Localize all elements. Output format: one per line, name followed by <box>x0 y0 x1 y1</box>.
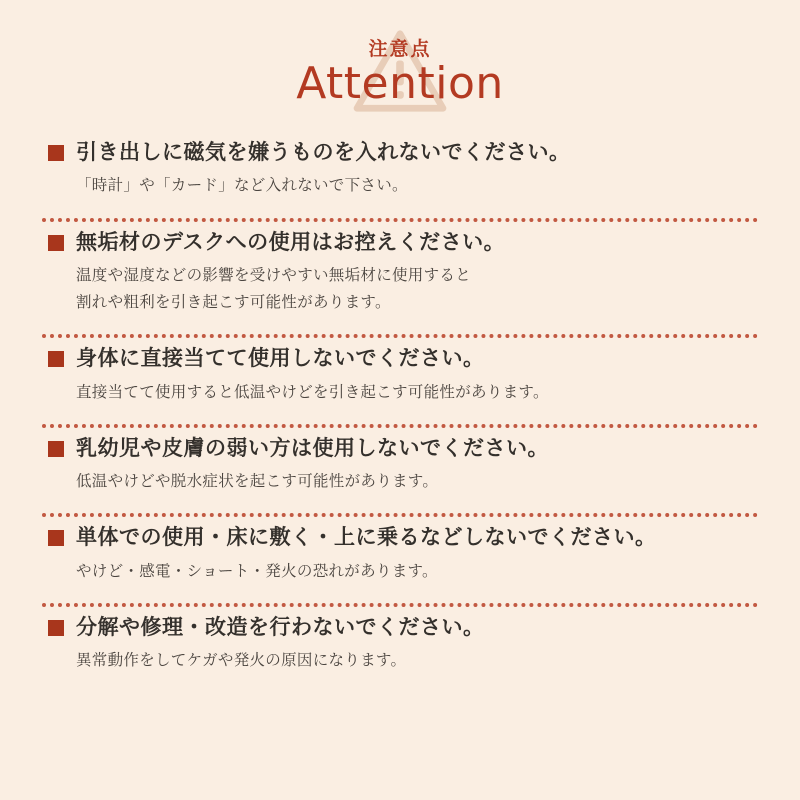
list-item-heading <box>40 138 760 168</box>
list-item-title: 単体での使用・床に敷く・上に乗るなどしないでください。 <box>76 526 657 550</box>
list-item-description-line: 低温やけどや脱水症状を起こす可能性があります。 <box>76 473 439 491</box>
list-item-heading <box>40 613 760 643</box>
list-item-description-line: 温度や湿度などの影響を受けやすい無垢材に使用すると <box>76 267 472 284</box>
dotted-divider <box>42 513 758 517</box>
list-item <box>40 517 760 595</box>
dotted-divider <box>42 334 758 338</box>
list-item-description-line: 異常動作をしてケガや発火の原因になります。 <box>76 652 407 670</box>
list-item <box>40 338 760 416</box>
page-title: Attention <box>296 58 504 109</box>
list-item <box>40 132 760 210</box>
square-bullet-icon <box>48 351 64 367</box>
attention-list <box>40 132 760 685</box>
list-item-description-line: 直接当てて使用すると低温やけどを引き起こす可能性があります。 <box>76 383 549 401</box>
list-item-title: 乳幼児や皮膚の弱い方は使用しないでください。 <box>76 436 549 460</box>
list-item-title: 無垢材のデスクへの使用はお控えください。 <box>76 230 506 254</box>
square-bullet-icon <box>48 441 64 457</box>
list-item-title: 分解や修理・改造を行わないでください。 <box>76 615 485 639</box>
dotted-divider <box>42 424 758 428</box>
list-item <box>40 607 760 685</box>
list-item-heading <box>40 523 760 553</box>
list-item <box>40 428 760 506</box>
header-japanese-title: 注意点 <box>368 39 432 60</box>
square-bullet-icon <box>48 530 64 546</box>
list-item-title: 身体に直接当てて使用しないでください。 <box>76 347 485 371</box>
list-item-title: 引き出しに磁気を嫌うものを入れないでください。 <box>76 141 571 164</box>
dotted-divider <box>42 603 758 607</box>
square-bullet-icon <box>48 235 64 251</box>
list-item-description-line: 「時計」や「カード」など入れないで下さい。 <box>76 177 408 195</box>
list-item <box>40 222 760 327</box>
square-bullet-icon <box>48 620 64 636</box>
list-item-heading <box>40 344 760 374</box>
square-bullet-icon <box>48 145 64 161</box>
page-header <box>40 22 760 118</box>
list-item-description-line: やけど・感電・ショート・発火の恐れがあります。 <box>76 562 438 580</box>
dotted-divider <box>42 218 758 222</box>
list-item-description-line: 割れや粗利を引き起こす可能性があります。 <box>76 294 391 312</box>
list-item-heading <box>40 228 760 258</box>
list-item-heading <box>40 434 760 464</box>
